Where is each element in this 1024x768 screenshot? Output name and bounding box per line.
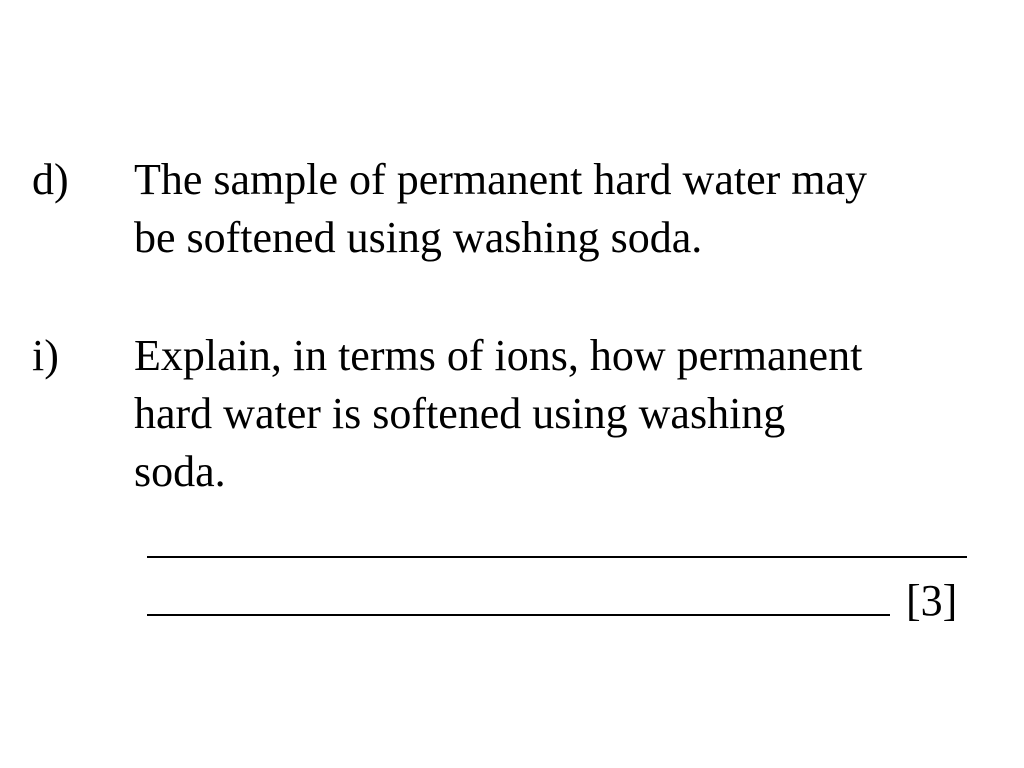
answer-line-2[interactable] bbox=[147, 614, 890, 616]
question-i-text-line-1: Explain, in terms of ions, how permanent bbox=[134, 331, 863, 380]
question-d-text-line-2: be softened using washing soda. bbox=[134, 213, 703, 262]
marks-label: [3] bbox=[906, 576, 958, 625]
question-i-label: i) bbox=[32, 331, 59, 380]
answer-line-1[interactable] bbox=[147, 556, 967, 558]
question-d-text-line-1: The sample of permanent hard water may bbox=[134, 155, 868, 204]
question-i-text-line-2: hard water is softened using washing bbox=[134, 389, 786, 438]
question-i-text-line-3: soda. bbox=[134, 447, 226, 496]
question-d-label: d) bbox=[32, 155, 69, 204]
